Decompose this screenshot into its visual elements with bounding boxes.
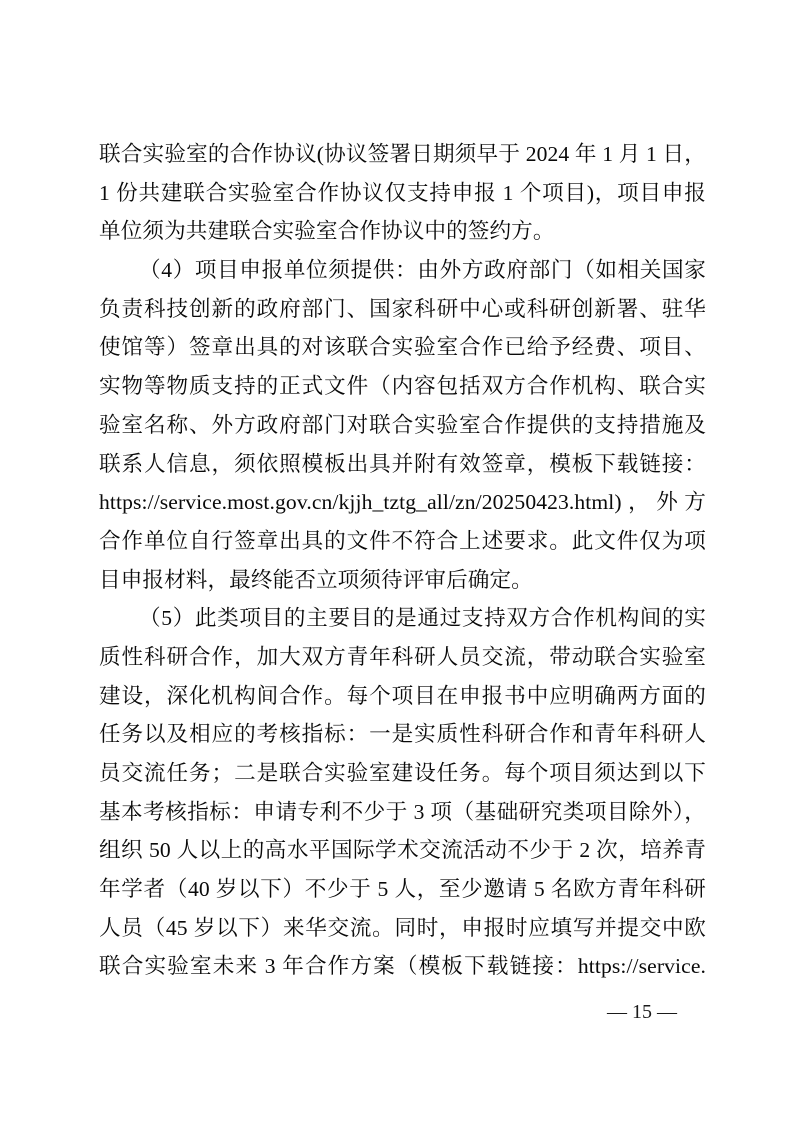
text-line: 人员（45 岁以下）来华交流。同时，申报时应填写并提交中欧 [99, 915, 706, 940]
text-line: 实物等物质支持的正式文件（内容包括双方合作机构、联合实 [99, 374, 706, 399]
text-line: 1 份共建联合实验室合作协议仅支持申报 1 个项目)，项目申报 [99, 180, 706, 205]
text-line: 建设，深化机构间合作。每个项目在申报书中应明确两方面的 [99, 683, 706, 708]
text-line: 目申报材料，最终能否立项须待评审后确定。 [99, 567, 533, 592]
page-number: — 15 — [607, 1001, 677, 1023]
text-line: （5）此类项目的主要目的是通过支持双方合作机构间的实 [139, 606, 706, 631]
text-line: 使馆等）签章出具的对该联合实验室合作已给予经费、项目、 [99, 335, 706, 360]
text-line-url: 联合实验室未来 3 年合作方案（模板下载链接：https://service. [99, 954, 706, 979]
text-line: （4）项目申报单位须提供：由外方政府部门（如相关国家 [139, 258, 706, 283]
text-line: 质性科研合作，加大双方青年科研人员交流，带动联合实验室 [99, 644, 706, 669]
text-line: 单位须为共建联合实验室合作协议中的签约方。 [99, 219, 555, 244]
text-line: 年学者（40 岁以下）不少于 5 人，至少邀请 5 名欧方青年科研 [99, 877, 706, 902]
text-line: 验室名称、外方政府部门对联合实验室合作提供的支持措施及 [99, 412, 706, 437]
text-line: 联系人信息，须依照模板出具并附有效签章，模板下载链接： [99, 451, 706, 476]
text-line: 员交流任务；二是联合实验室建设任务。每个项目须达到以下 [99, 761, 706, 785]
text-line-url: https://service.most.gov.cn/kjjh_tztg_all/zn/20250423.html)，外方 [99, 490, 706, 515]
text-line: 组织 50 人以上的高水平国际学术交流活动不少于 2 次，培养青 [99, 838, 706, 863]
text-line: 基本考核指标：申请专利不少于 3 项（基础研究类项目除外）， [99, 799, 706, 824]
body-text [99, 135, 706, 986]
text-line: 联合实验室的合作协议(协议签署日期须早于 2024 年 1 月 1 日， [99, 142, 706, 166]
text-line: 合作单位自行签章出具的文件不符合上述要求。此文件仅为项 [99, 528, 706, 553]
text-line: 负责科技创新的政府部门、国家科研中心或科研创新署、驻华 [99, 296, 706, 321]
text-line: 任务以及相应的考核指标：一是实质性科研合作和青年科研人 [99, 722, 706, 747]
